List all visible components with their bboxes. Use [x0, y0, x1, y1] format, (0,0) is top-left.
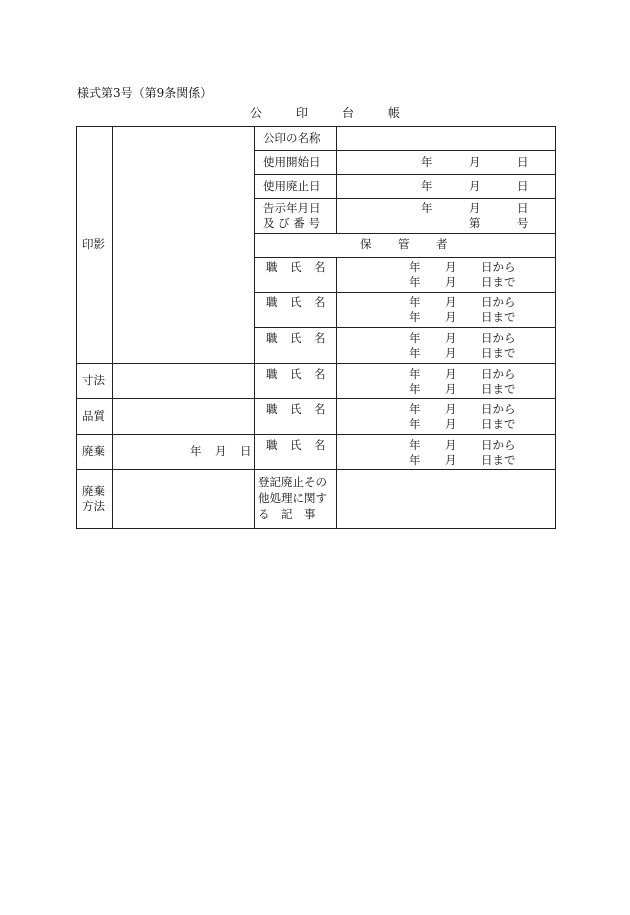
remarks-label: 他処理に関す [258, 491, 327, 505]
notice-date-year: 年 [421, 201, 433, 215]
start-date-day: 日 [517, 155, 529, 169]
custodian-header: 者 [436, 237, 448, 251]
period-from-day: 日から [481, 438, 516, 452]
end-date-day: 日 [517, 179, 529, 193]
custodian-label: 氏 [290, 331, 302, 345]
remarks-label: る 記 事 [258, 507, 316, 521]
period-from-month: 月 [445, 331, 457, 345]
end-date-month: 月 [469, 179, 481, 193]
imprint-label: 印影 [82, 237, 105, 251]
custodian-label: 名 [314, 331, 326, 345]
period-to-day: 日まで [481, 382, 516, 396]
divider [112, 127, 113, 528]
divider [254, 257, 556, 258]
custodian-label: 名 [314, 295, 326, 309]
title-char: 帳 [388, 106, 401, 120]
divider [254, 198, 556, 199]
period-to-month: 月 [445, 275, 457, 289]
notice-number-prefix: 第 [469, 216, 481, 230]
divider [77, 434, 556, 435]
disposal-method-label: 方法 [82, 499, 105, 513]
title-char: 台 [342, 106, 355, 120]
period-from-day: 日から [481, 295, 516, 309]
period-to-year: 年 [409, 382, 421, 396]
notice-date-month: 月 [469, 201, 481, 215]
notice-label: 及 び 番 号 [263, 216, 320, 230]
period-from-year: 年 [409, 260, 421, 274]
size-label: 寸法 [82, 373, 105, 387]
notice-number-suffix: 号 [517, 216, 529, 230]
custodian-label: 職 [266, 402, 278, 416]
notice-date-day: 日 [517, 201, 529, 215]
start-date-year: 年 [421, 155, 433, 169]
period-from-year: 年 [409, 367, 421, 381]
period-from-day: 日から [481, 331, 516, 345]
period-from-year: 年 [409, 331, 421, 345]
divider [254, 327, 556, 328]
end-date-label: 使用廃止日 [263, 179, 321, 193]
period-to-month: 月 [445, 382, 457, 396]
remarks-label: 登記廃止その [258, 475, 327, 489]
period-to-year: 年 [409, 310, 421, 324]
period-from-month: 月 [445, 367, 457, 381]
period-from-day: 日から [481, 367, 516, 381]
period-to-year: 年 [409, 275, 421, 289]
divider [336, 257, 337, 528]
custodian-label: 氏 [290, 367, 302, 381]
disposal-date-year: 年 [190, 444, 202, 458]
divider [77, 398, 556, 399]
disposal-label: 廃棄 [82, 444, 105, 458]
divider [254, 292, 556, 293]
period-from-month: 月 [445, 295, 457, 309]
period-to-day: 日まで [481, 417, 516, 431]
form-number-label: 様式第3号（第9条関係） [77, 86, 213, 100]
custodian-label: 名 [314, 438, 326, 452]
start-date-label: 使用開始日 [263, 155, 321, 169]
end-date-year: 年 [421, 179, 433, 193]
custodian-label: 名 [314, 367, 326, 381]
title-char: 印 [296, 106, 309, 120]
divider [77, 363, 556, 364]
divider [254, 150, 556, 151]
notice-label: 告示年月日 [263, 201, 321, 215]
custodian-label: 名 [314, 402, 326, 416]
divider [254, 174, 556, 175]
custodian-header: 保 [360, 237, 372, 251]
custodian-header: 管 [398, 237, 410, 251]
custodian-label: 氏 [290, 438, 302, 452]
period-to-day: 日まで [481, 453, 516, 467]
divider [77, 469, 556, 470]
period-from-year: 年 [409, 438, 421, 452]
period-to-month: 月 [445, 453, 457, 467]
disposal-date-day: 日 [240, 444, 252, 458]
divider [336, 127, 337, 233]
period-to-year: 年 [409, 417, 421, 431]
period-from-year: 年 [409, 295, 421, 309]
custodian-label: 氏 [290, 402, 302, 416]
disposal-method-label: 廃棄 [82, 484, 105, 498]
period-from-day: 日から [481, 260, 516, 274]
period-to-day: 日まで [481, 346, 516, 360]
period-from-month: 月 [445, 402, 457, 416]
custodian-label: 氏 [290, 260, 302, 274]
disposal-date-month: 月 [215, 444, 227, 458]
divider [254, 233, 556, 234]
period-to-month: 月 [445, 310, 457, 324]
custodian-label: 氏 [290, 295, 302, 309]
custodian-label: 職 [266, 367, 278, 381]
period-to-day: 日まで [481, 275, 516, 289]
custodian-label: 職 [266, 260, 278, 274]
period-from-month: 月 [445, 438, 457, 452]
custodian-label: 名 [314, 260, 326, 274]
title-char: 公 [250, 106, 263, 120]
material-label: 品質 [82, 409, 105, 423]
period-to-month: 月 [445, 346, 457, 360]
period-to-day: 日まで [481, 310, 516, 324]
seal-name-label: 公印の名称 [263, 131, 321, 145]
period-from-day: 日から [481, 402, 516, 416]
custodian-label: 職 [266, 438, 278, 452]
custodian-label: 職 [266, 331, 278, 345]
start-date-month: 月 [469, 155, 481, 169]
period-from-month: 月 [445, 260, 457, 274]
period-from-year: 年 [409, 402, 421, 416]
page-title [250, 104, 400, 121]
period-to-year: 年 [409, 346, 421, 360]
period-to-year: 年 [409, 453, 421, 467]
custodian-label: 職 [266, 295, 278, 309]
seal-ledger-table [76, 126, 556, 529]
period-to-month: 月 [445, 417, 457, 431]
